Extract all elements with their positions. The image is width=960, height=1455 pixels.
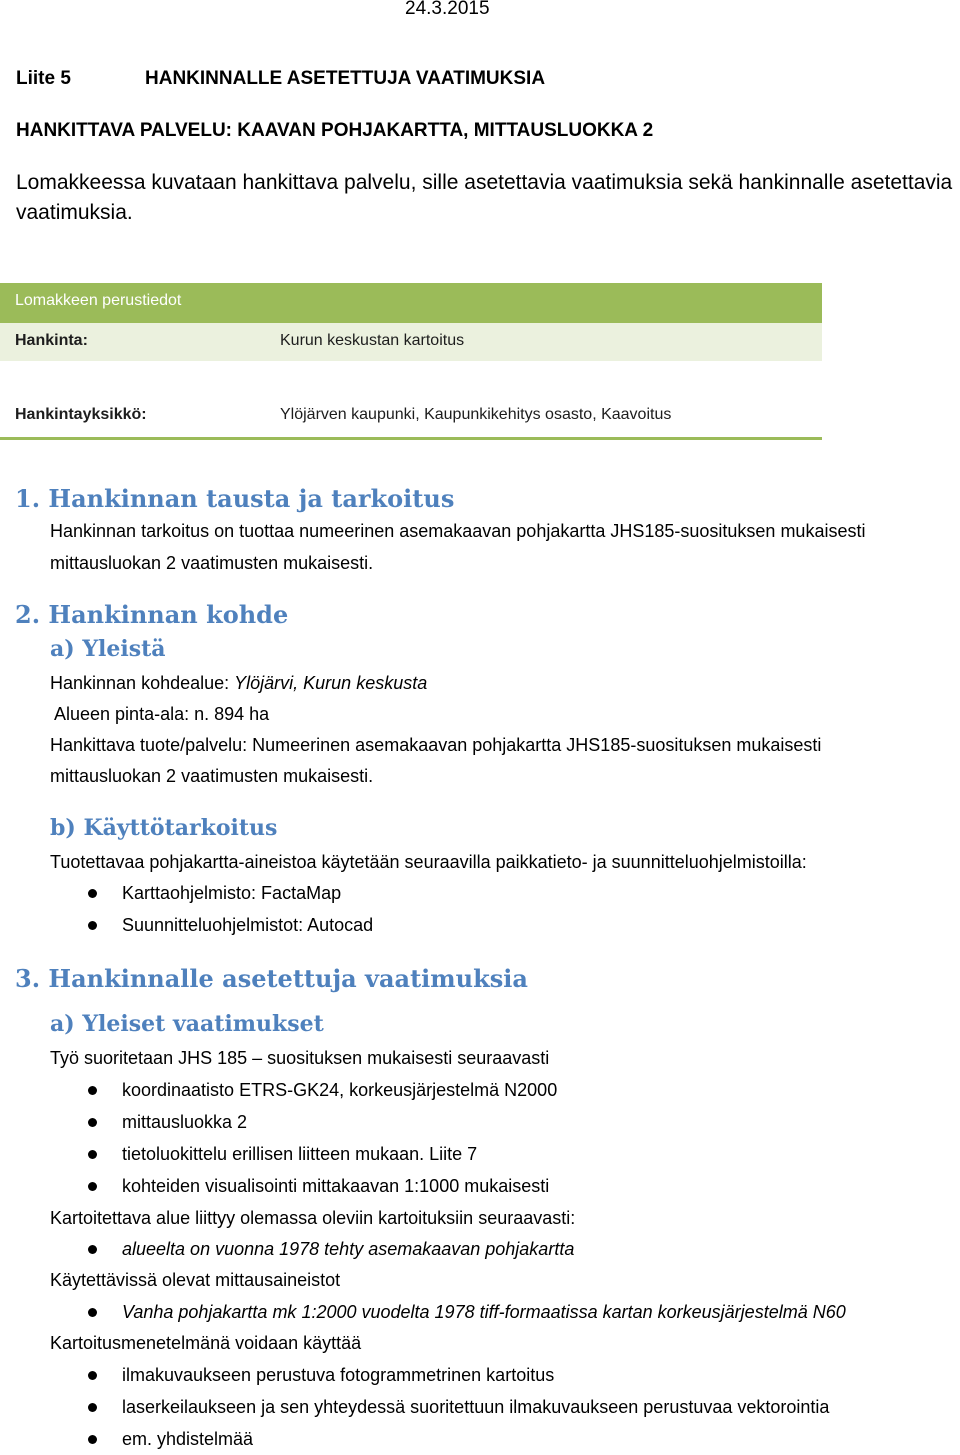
form-header-label: Lomakkeen perustiedot [15, 292, 182, 309]
target-area [50, 668, 427, 698]
form-row-procurement [0, 323, 822, 361]
section-3-heading: 3. Hankinnalle asetettuja vaatimuksia [15, 964, 528, 993]
form-row-unit [0, 361, 822, 440]
existing-mapping-text: Kartoitettava alue liittyy olemassa oleviin kartoituksiin seuraavasti: [50, 1208, 576, 1228]
available-data-list [0, 1296, 846, 1328]
section-1-text: Hankinnan tarkoitus on tuottaa numeerinen asemakaavan pohjakartta JHS185-suosituksen mukaisesti [50, 521, 866, 541]
section-1-heading: 1. Hankinnan tausta ja tarkoitus [15, 484, 455, 513]
service-title: HANKITTAVA PALVELU: KAAVAN POHJAKARTTA, MITTAUSLUOKKA 2 [16, 120, 654, 141]
list-item: koordinaatisto ETRS-GK24, korkeusjärjestelmä N2000 [0, 1074, 557, 1106]
methods-text: Kartoitusmenetelmänä voidaan käyttää [50, 1333, 362, 1353]
software-list [0, 877, 373, 941]
list-item: Suunnitteluohjelmistot: Autocad [0, 909, 373, 941]
requirements-list [0, 1074, 557, 1202]
list-item: alueelta on vuonna 1978 tehty asemakaavan pohjakartta [0, 1233, 574, 1265]
product-text: Hankittava tuote/palvelu: Numeerinen asemakaavan pohjakartta JHS185-suosituksen mukaisesti [50, 735, 822, 755]
product-text-2: mittausluokan 2 vaatimusten mukaisesti. [50, 766, 374, 786]
section-2b-heading: b) Käyttötarkoitus [50, 815, 278, 841]
form-header [0, 283, 822, 323]
available-data-text: Käytettävissä olevat mittausaineistot [50, 1270, 341, 1290]
unit-value: Ylöjärven kaupunki, Kaupunkikehitys osasto, Kaavoitus [280, 406, 672, 423]
intro-text: Lomakkeessa kuvataan hankittava palvelu, sille asetettavia vaatimuksia sekä hankinnalle asetettavia vaatimuksia. [16, 171, 953, 224]
general-requirements-text: Työ suoritetaan JHS 185 – suosituksen mukaisesti seuraavasti [50, 1048, 550, 1068]
unit-label: Hankintayksikkö: [15, 406, 147, 423]
section-3a-heading: a) Yleiset vaatimukset [50, 1011, 324, 1037]
list-item: laserkeilaukseen ja sen yhteydessä suoritettuun ilmakuvaukseen perustuvaa vektorointia [0, 1391, 829, 1423]
list-item: tietoluokittelu erillisen liitteen mukaan. Liite 7 [0, 1138, 557, 1170]
section-2a-heading: a) Yleistä [50, 636, 166, 662]
procurement-label: Hankinta: [15, 332, 88, 349]
procurement-value: Kurun keskustan kartoitus [280, 332, 465, 349]
list-item: mittausluokka 2 [0, 1106, 557, 1138]
area-size: Alueen pinta-ala: n. 894 ha [54, 704, 270, 724]
target-area-label: Hankinnan kohdealue: [50, 673, 235, 693]
usage-text: Tuotettavaa pohjakartta-aineistoa käytetään seuraavilla paikkatieto- ja suunnitteluohjelmistoilla: [50, 852, 807, 872]
list-item: Karttaohjelmisto: FactaMap [0, 877, 373, 909]
methods-list [0, 1359, 829, 1455]
section-2-heading: 2. Hankinnan kohde [15, 600, 289, 629]
appendix-number: Liite 5 [16, 68, 71, 89]
target-area-value: Ylöjärvi, Kurun keskusta [234, 673, 428, 693]
list-item: Vanha pohjakartta mk 1:2000 vuodelta 1978 tiff-formaatissa kartan korkeusjärjestelmä N60 [0, 1296, 846, 1328]
section-1-text-2: mittausluokan 2 vaatimusten mukaisesti. [50, 553, 374, 573]
appendix-title: HANKINNALLE ASETETTUJA VAATIMUKSIA [145, 68, 546, 89]
list-item: ilmakuvaukseen perustuva fotogrammetrinen kartoitus [0, 1359, 829, 1391]
existing-mapping-list [0, 1233, 574, 1265]
document-date: 24.3.2015 [405, 0, 490, 19]
list-item: kohteiden visualisointi mittakaavan 1:1000 mukaisesti [0, 1170, 557, 1202]
list-item: em. yhdistelmää [0, 1423, 829, 1455]
